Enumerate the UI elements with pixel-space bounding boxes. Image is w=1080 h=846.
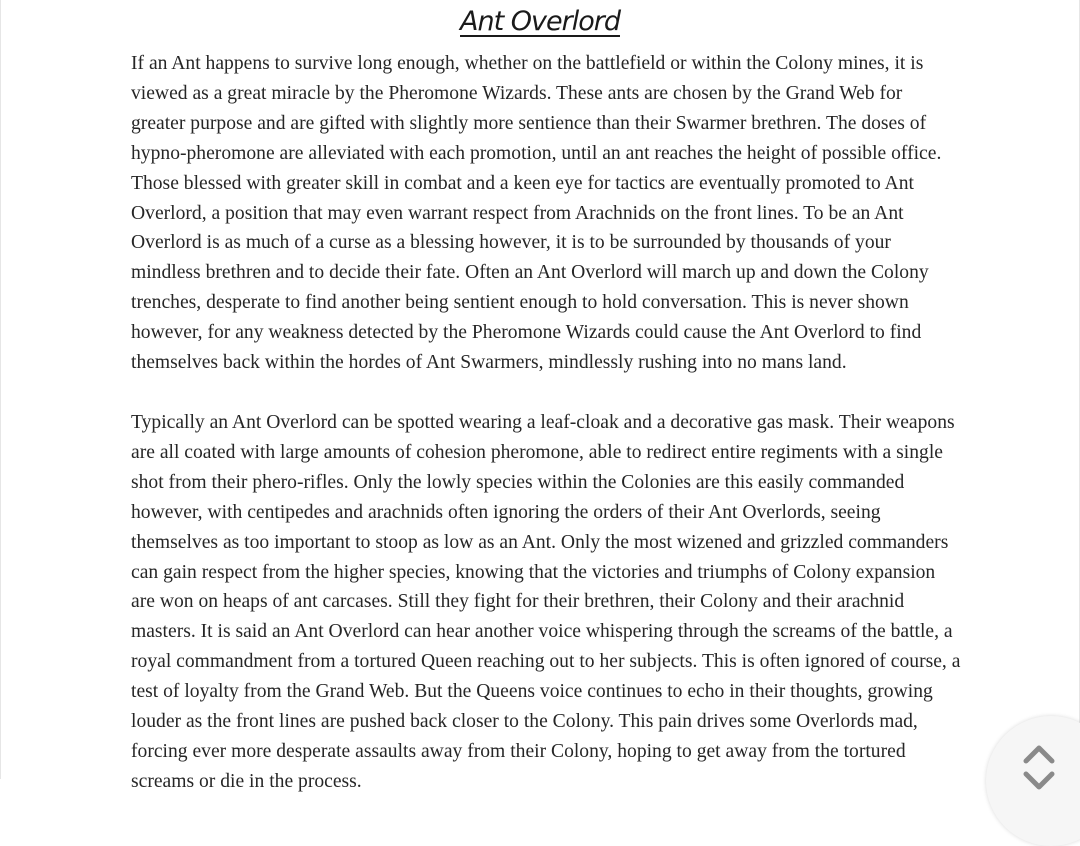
scroll-navigation-widget[interactable] <box>986 716 1080 846</box>
chevron-up-icon[interactable] <box>1026 748 1052 761</box>
chevron-down-icon[interactable] <box>1026 774 1052 787</box>
paragraph-1: If an Ant happens to survive long enough, whether on the battlefield or within the Colony mines, it is viewed as a great miracle by the Pheromone Wizards. These ants are chosen by the Grand Web for greater purpose and are gifted with slightly more sentience than their Swarmer brethren. The doses of hypno-pheromone are alleviated with each promotion, until an ant reaches the height of possible office. Those blessed with greater skill in combat and a keen eye for tactics are eventually promoted to Ant Overlord, a position that may even warrant respect from Arachnids on the front lines. To be an Ant Overlord is as much of a curse as a blessing however, it is to be surrounded by thousands of your mindless brethren and to decide their fate. Often an Ant Overlord will march up and down the Colony trenches, desperate to find another being sentient enough to hold conversation. This is never shown however, for any weakness detected by the Pheromone Wizards could cause the Ant Overlord to find themselves back within the hordes of Ant Swarmers, mindlessly rushing into no mans land. <box>131 53 942 374</box>
title-text: Ant Overlord <box>460 6 620 37</box>
document-title <box>1 2 1079 42</box>
paragraph-2: Typically an Ant Overlord can be spotted wearing a leaf-cloak and a decorative gas mask. Their weapons are all coated with large amounts of cohesion pheromone, able to redirect entire regiments with a single shot from their phero-rifles. Only the lowly species within the Colonies are this easily commanded however, with centipedes and arachnids often ignoring the orders of their Ant Overlords, seeing themselves as too important to stoop as low as an Ant. Only the most wizened and grizzled commanders can gain respect from the higher species, knowing that the victories and triumphs of Colony expansion are won on heaps of ant carcases. Still they fight for their brethren, their Colony and their arachnid masters. It is said an Ant Overlord can hear another voice whispering through the screams of the battle, a royal commandment from a tortured Queen reaching out to her subjects. This is often ignored of course, a test of loyalty from the Grand Web. But the Queens voice continues to echo in their thoughts, growing louder as the front lines are pushed back closer to the Colony. This pain drives some Overlords mad, forcing ever more desperate assaults away from their Colony, hoping to get away from the tortured screams or die in the process. <box>131 412 961 792</box>
